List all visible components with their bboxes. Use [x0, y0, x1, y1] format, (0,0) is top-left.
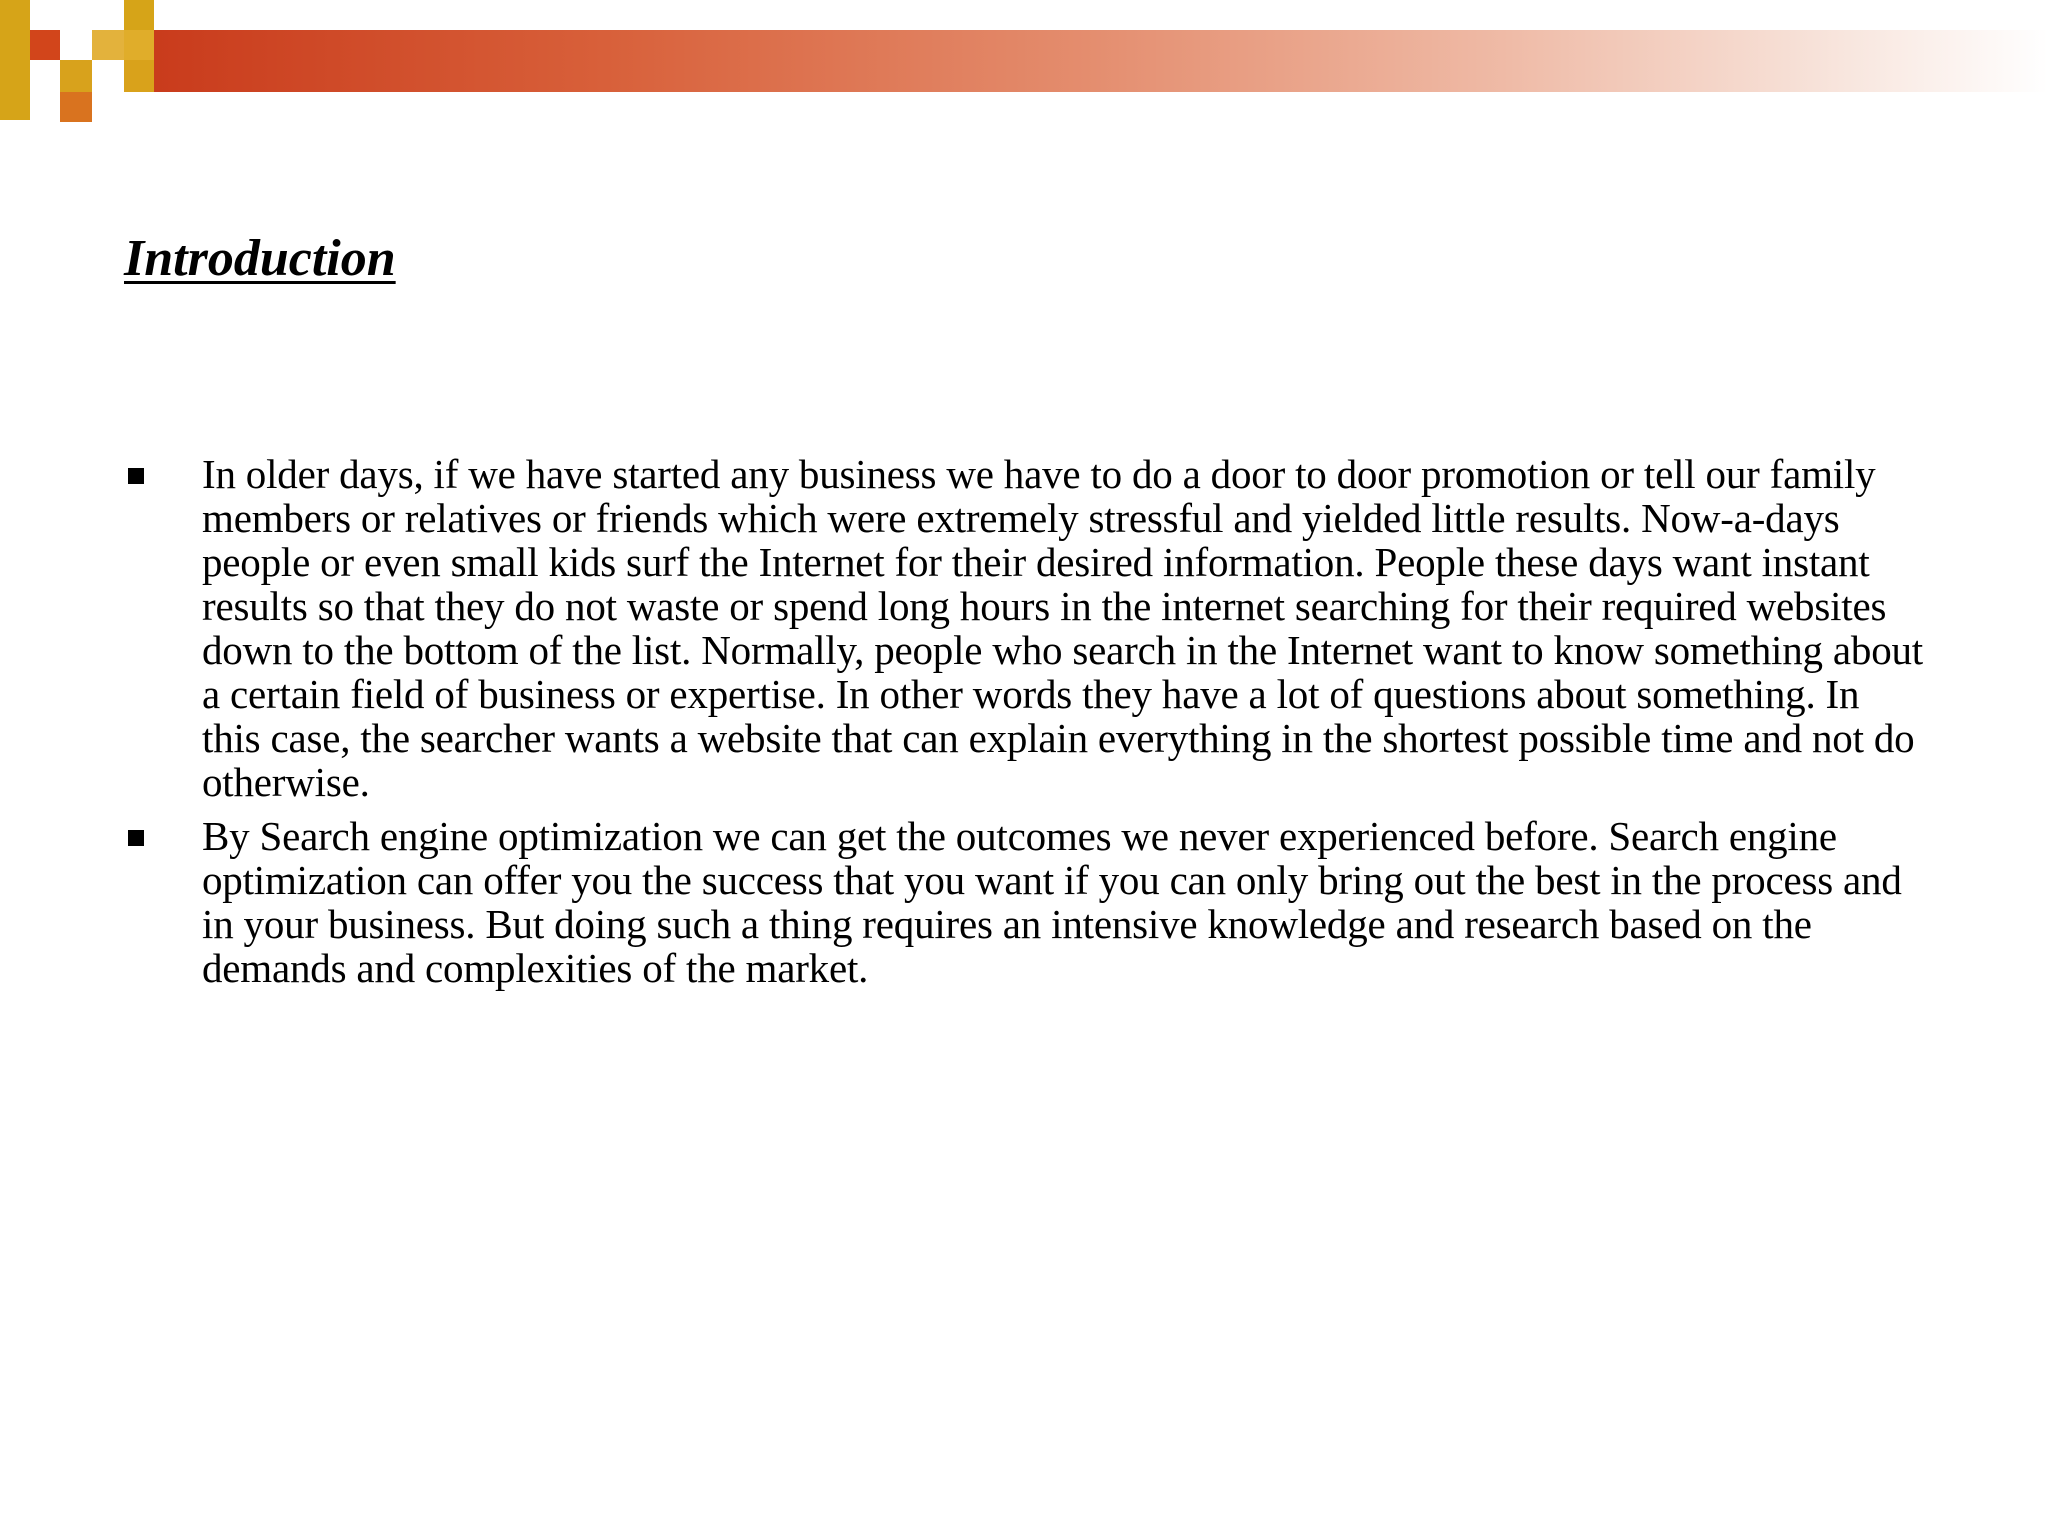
- slide-title: Introduction: [124, 230, 396, 287]
- bullet-item: [124, 452, 1924, 804]
- decor-square: [60, 60, 92, 92]
- decor-square: [30, 30, 60, 60]
- decor-square: [124, 30, 154, 60]
- square-bullet-icon: [128, 468, 144, 484]
- decor-square: [92, 30, 124, 60]
- bullet-text: By Search engine optimization we can get the outcomes we never experienced before. Search engine optimization can offer you the success that you want if you can only bring out the best in the process and in your business. But doing such a thing requires an intensive knowledge and research based on the demands and complexities of the market.: [202, 813, 1902, 991]
- bullet-item: [124, 814, 1924, 990]
- decor-square: [60, 92, 92, 122]
- decor-square: [0, 0, 30, 120]
- bullet-list: [124, 452, 1924, 1000]
- decor-square: [124, 60, 154, 92]
- decor-square: [124, 0, 154, 30]
- gradient-band: [124, 30, 2048, 92]
- bullet-text: In older days, if we have started any business we have to do a door to door promotion or tell our family members or relatives or friends which were extremely stressful and yielded little results. Now-a-days people or even small kids surf the Internet for their desired information. People these days want instant results so that they do not waste or spend long hours in the internet searching for their required websites down to the bottom of the list. Normally, people who search in the Internet want to know something about a certain field of business or expertise. In other words they have a lot of questions about something. In this case, the searcher wants a website that can explain everything in the shortest possible time and not do otherwise.: [202, 451, 1923, 805]
- square-bullet-icon: [128, 830, 144, 846]
